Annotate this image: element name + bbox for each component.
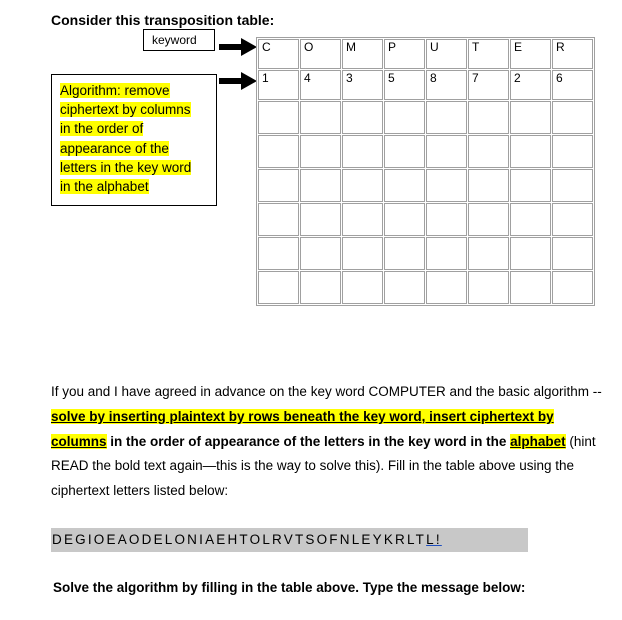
paragraph-bold: in the order of appearance of the letters in the key word in the [106, 433, 511, 449]
order-cell: 1 [258, 70, 299, 100]
empty-cell[interactable] [468, 237, 509, 270]
order-cell: 4 [300, 70, 341, 100]
order-row [258, 70, 593, 100]
keyword-cell: O [300, 39, 341, 69]
empty-row [258, 203, 593, 236]
empty-cell[interactable] [510, 169, 551, 202]
algorithm-note-line: ciphertext by columns [60, 102, 191, 118]
keyword-cell: M [342, 39, 383, 69]
order-cell: 5 [384, 70, 425, 100]
solve-instruction: Solve the algorithm by filling in the table above. Type the message below: [53, 580, 526, 595]
empty-cell[interactable] [552, 203, 593, 236]
order-cell: 3 [342, 70, 383, 100]
keyword-cell: R [552, 39, 593, 69]
empty-cell[interactable] [384, 237, 425, 270]
empty-cell[interactable] [552, 101, 593, 134]
empty-cell[interactable] [300, 101, 341, 134]
instructions-paragraph [51, 380, 611, 504]
empty-cell[interactable] [552, 169, 593, 202]
order-cell: 7 [468, 70, 509, 100]
paragraph-text: If you and I have agreed in advance on the key word COMPUTER and the basic algorithm -- [51, 384, 602, 399]
empty-cell[interactable] [300, 169, 341, 202]
order-cell: 6 [552, 70, 593, 100]
empty-cell[interactable] [468, 135, 509, 168]
heading: Consider this transposition table: [51, 12, 275, 28]
empty-cell[interactable] [468, 203, 509, 236]
order-cell: 8 [426, 70, 467, 100]
algorithm-note-line: appearance of the [60, 140, 169, 156]
empty-cell[interactable] [258, 237, 299, 270]
empty-cell[interactable] [342, 203, 383, 236]
empty-row [258, 169, 593, 202]
empty-cell[interactable] [426, 237, 467, 270]
paragraph-bold-highlight: alphabet [510, 433, 566, 449]
empty-cell[interactable] [426, 203, 467, 236]
empty-cell[interactable] [426, 271, 467, 304]
empty-cell[interactable] [300, 203, 341, 236]
empty-row [258, 237, 593, 270]
empty-cell[interactable] [510, 203, 551, 236]
empty-row [258, 135, 593, 168]
empty-cell[interactable] [342, 237, 383, 270]
empty-cell[interactable] [258, 135, 299, 168]
keyword-cell: E [510, 39, 551, 69]
empty-cell[interactable] [426, 169, 467, 202]
paragraph-text: (hint READ the bold text again—this is the way to solve this). Fill in the table above using the ciphertext letters listed below: [51, 433, 596, 499]
empty-cell[interactable] [426, 135, 467, 168]
keyword-row [258, 39, 593, 69]
arrow-right-icon [219, 38, 257, 56]
empty-cell[interactable] [384, 271, 425, 304]
keyword-cell: C [258, 39, 299, 69]
ciphertext-tail: L! [426, 532, 442, 547]
empty-cell[interactable] [342, 101, 383, 134]
transposition-table [256, 37, 595, 306]
order-cell: 2 [510, 70, 551, 100]
algorithm-note-line: in the alphabet [60, 179, 149, 195]
empty-cell[interactable] [384, 169, 425, 202]
keyword-cell: P [384, 39, 425, 69]
empty-cell[interactable] [258, 101, 299, 134]
empty-cell[interactable] [552, 237, 593, 270]
arrow-right-icon [219, 72, 257, 90]
empty-cell[interactable] [384, 135, 425, 168]
empty-cell[interactable] [258, 203, 299, 236]
empty-cell[interactable] [342, 135, 383, 168]
algorithm-note-line: Algorithm: remove [60, 83, 170, 98]
empty-cell[interactable] [552, 135, 593, 168]
keyword-cell: U [426, 39, 467, 69]
empty-cell[interactable] [384, 101, 425, 134]
empty-cell[interactable] [468, 169, 509, 202]
keyword-cell: T [468, 39, 509, 69]
algorithm-note-line: in the order of [60, 121, 144, 137]
empty-cell[interactable] [384, 203, 425, 236]
paragraph-bold-highlight: solve by inserting plaintext by rows beneath the key word, insert ciphertext by columns [51, 408, 554, 449]
empty-cell[interactable] [510, 271, 551, 304]
empty-cell[interactable] [342, 271, 383, 304]
empty-cell[interactable] [300, 135, 341, 168]
empty-cell[interactable] [426, 101, 467, 134]
empty-cell[interactable] [552, 271, 593, 304]
algorithm-note-line: letters in the key word [60, 159, 192, 175]
empty-cell[interactable] [300, 271, 341, 304]
empty-cell[interactable] [510, 135, 551, 168]
keyword-label-box: keyword [143, 29, 215, 51]
empty-cell[interactable] [510, 237, 551, 270]
ciphertext-block [51, 528, 528, 552]
empty-row [258, 271, 593, 304]
empty-cell[interactable] [300, 237, 341, 270]
empty-cell[interactable] [258, 169, 299, 202]
empty-cell[interactable] [258, 271, 299, 304]
empty-cell[interactable] [468, 101, 509, 134]
empty-cell[interactable] [468, 271, 509, 304]
algorithm-note-box [51, 74, 217, 206]
empty-cell[interactable] [510, 101, 551, 134]
ciphertext-main: DEGIOEAODELONIAEHTOLRVTSOFNLEYKRLT [52, 532, 427, 547]
empty-cell[interactable] [342, 169, 383, 202]
empty-row [258, 101, 593, 134]
